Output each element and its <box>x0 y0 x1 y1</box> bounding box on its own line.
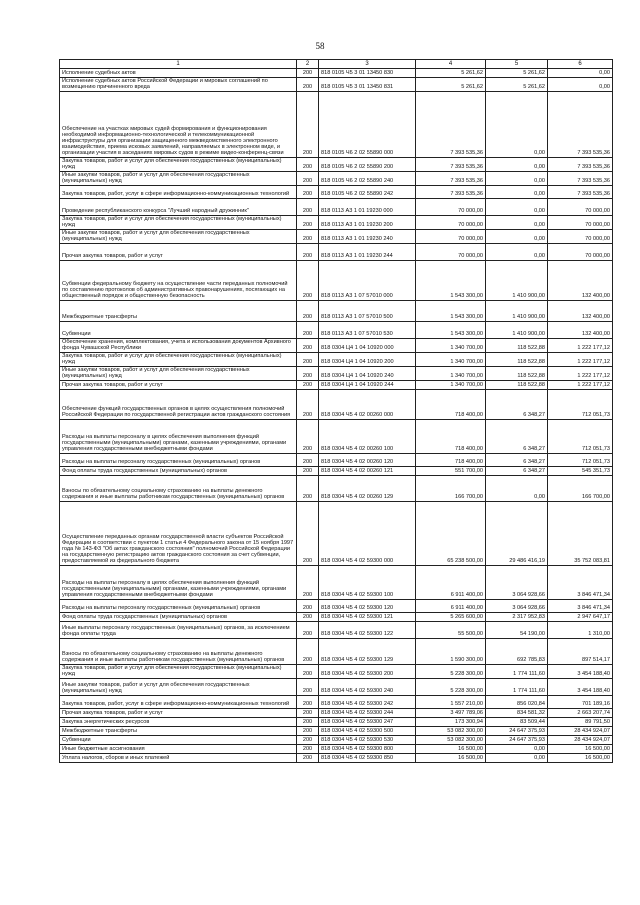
row-col2-cell: 200 <box>297 745 319 754</box>
table-row <box>60 158 613 172</box>
classification-code-cell: 818 0304 Ц4 1 04 10920 000 <box>319 339 416 353</box>
row-name-cell: Исполнение судебных актов Российской Федерации и мировых соглашений по возмещению причиненного вреда <box>60 78 297 92</box>
remaining-amount-cell: 89 791,50 <box>548 718 613 727</box>
budget-execution-table <box>59 59 613 763</box>
row-col2-cell: 200 <box>297 639 319 665</box>
executed-amount-cell: 1 410 900,00 <box>486 301 548 322</box>
executed-amount-cell: 5 261,62 <box>486 69 548 78</box>
row-name-cell: Иные выплаты персоналу государственных (муниципальных) органов, за исключением фонда оплаты труда <box>60 622 297 639</box>
row-col2-cell: 200 <box>297 467 319 476</box>
page-number: 58 <box>315 41 325 51</box>
remaining-amount-cell: 1 310,00 <box>548 622 613 639</box>
table-row <box>60 622 613 639</box>
remaining-amount-cell: 7 393 535,36 <box>548 186 613 199</box>
approved-amount-cell: 6 911 400,00 <box>416 600 486 613</box>
table-row <box>60 367 613 381</box>
classification-code-cell: 818 0304 Ч5 4 02 59300 247 <box>319 718 416 727</box>
approved-amount-cell: 551 700,00 <box>416 467 486 476</box>
classification-code-cell: 818 0105 Ч5 3 01 13450 830 <box>319 69 416 78</box>
approved-amount-cell: 173 300,94 <box>416 718 486 727</box>
row-name-cell: Закупка товаров, работ, услуг в сфере информационно-коммуникационных технологий <box>60 186 297 199</box>
table-row <box>60 566 613 600</box>
column-header: 3 <box>319 60 416 69</box>
remaining-amount-cell: 70 000,00 <box>548 230 613 244</box>
remaining-amount-cell: 7 393 535,36 <box>548 172 613 186</box>
approved-amount-cell: 70 000,00 <box>416 230 486 244</box>
table-row <box>60 454 613 467</box>
remaining-amount-cell: 132 400,00 <box>548 301 613 322</box>
table-row <box>60 665 613 679</box>
classification-code-cell: 818 0113 А3 1 07 57010 530 <box>319 322 416 339</box>
row-name-cell: Прочая закупка товаров, работ и услуг <box>60 381 297 390</box>
row-col2-cell: 200 <box>297 736 319 745</box>
classification-code-cell: 818 0304 Ч5 4 02 59300 244 <box>319 709 416 718</box>
table-row <box>60 381 613 390</box>
classification-code-cell: 818 0304 Ч5 4 02 59300 242 <box>319 696 416 709</box>
remaining-amount-cell: 70 000,00 <box>548 244 613 261</box>
remaining-amount-cell: 35 752 083,81 <box>548 502 613 566</box>
executed-amount-cell: 0,00 <box>486 230 548 244</box>
row-name-cell: Иные закупки товаров, работ и услуг для обеспечения государственных (муниципальных) нужд <box>60 172 297 186</box>
table-row <box>60 709 613 718</box>
row-name-cell: Закупка энергетических ресурсов <box>60 718 297 727</box>
row-col2-cell: 200 <box>297 390 319 420</box>
row-col2-cell: 200 <box>297 696 319 709</box>
row-col2-cell: 200 <box>297 502 319 566</box>
classification-code-cell: 818 0304 Ч5 4 02 59300 120 <box>319 600 416 613</box>
row-name-cell: Взносы по обязательному социальному страхованию на выплаты денежного содержания и иные выплаты работникам государственных (муниципальных) органов <box>60 639 297 665</box>
table-row <box>60 467 613 476</box>
row-col2-cell: 200 <box>297 78 319 92</box>
executed-amount-cell: 3 064 928,66 <box>486 600 548 613</box>
row-col2-cell: 200 <box>297 420 319 454</box>
approved-amount-cell: 5 228 300,00 <box>416 665 486 679</box>
approved-amount-cell: 5 261,62 <box>416 78 486 92</box>
row-name-cell: Расходы на выплаты персоналу государственных (муниципальных) органов <box>60 600 297 613</box>
row-name-cell: Закупка товаров, работ и услуг для обеспечения государственных (муниципальных) нужд <box>60 158 297 172</box>
executed-amount-cell: 1 410 900,00 <box>486 261 548 301</box>
remaining-amount-cell: 1 222 177,12 <box>548 353 613 367</box>
classification-code-cell: 818 0113 А3 1 01 19230 000 <box>319 199 416 216</box>
approved-amount-cell: 1 543 300,00 <box>416 261 486 301</box>
table-body <box>60 60 613 763</box>
approved-amount-cell: 718 400,00 <box>416 420 486 454</box>
executed-amount-cell: 24 647 375,93 <box>486 736 548 745</box>
classification-code-cell: 818 0304 Ч5 4 02 59300 500 <box>319 727 416 736</box>
row-col2-cell: 200 <box>297 92 319 158</box>
executed-amount-cell: 0,00 <box>486 186 548 199</box>
approved-amount-cell: 1 340 700,00 <box>416 339 486 353</box>
row-col2-cell: 200 <box>297 353 319 367</box>
row-col2-cell: 200 <box>297 322 319 339</box>
classification-code-cell: 818 0304 Ч5 4 02 00260 121 <box>319 467 416 476</box>
approved-amount-cell: 6 911 400,00 <box>416 566 486 600</box>
approved-amount-cell: 718 400,00 <box>416 454 486 467</box>
executed-amount-cell: 0,00 <box>486 172 548 186</box>
table-row <box>60 216 613 230</box>
executed-amount-cell: 118 522,88 <box>486 381 548 390</box>
row-col2-cell: 200 <box>297 261 319 301</box>
table-row <box>60 420 613 454</box>
approved-amount-cell: 70 000,00 <box>416 216 486 230</box>
executed-amount-cell: 834 581,32 <box>486 709 548 718</box>
table-row <box>60 679 613 696</box>
row-col2-cell: 200 <box>297 665 319 679</box>
executed-amount-cell: 856 020,84 <box>486 696 548 709</box>
classification-code-cell: 818 0304 Ч5 4 02 00260 129 <box>319 476 416 502</box>
approved-amount-cell: 7 393 535,36 <box>416 92 486 158</box>
row-col2-cell: 200 <box>297 622 319 639</box>
approved-amount-cell: 1 590 300,00 <box>416 639 486 665</box>
remaining-amount-cell: 3 846 471,34 <box>548 566 613 600</box>
executed-amount-cell: 1 774 111,60 <box>486 679 548 696</box>
executed-amount-cell: 6 348,27 <box>486 420 548 454</box>
row-col2-cell: 200 <box>297 679 319 696</box>
table-row <box>60 736 613 745</box>
classification-code-cell: 818 0113 А3 1 01 19230 200 <box>319 216 416 230</box>
row-name-cell: Фонд оплаты труда государственных (муниципальных) органов <box>60 467 297 476</box>
classification-code-cell: 818 0304 Ч5 4 02 59300 800 <box>319 745 416 754</box>
classification-code-cell: 818 0304 Ч5 4 02 00260 100 <box>319 420 416 454</box>
table-row <box>60 339 613 353</box>
remaining-amount-cell: 1 222 177,12 <box>548 381 613 390</box>
column-header: 6 <box>548 60 613 69</box>
row-name-cell: Уплата налогов, сборов и иных платежей <box>60 754 297 763</box>
row-col2-cell: 200 <box>297 69 319 78</box>
remaining-amount-cell: 16 500,00 <box>548 745 613 754</box>
remaining-amount-cell: 28 434 924,07 <box>548 727 613 736</box>
table-row <box>60 261 613 301</box>
remaining-amount-cell: 28 434 924,07 <box>548 736 613 745</box>
row-col2-cell: 200 <box>297 476 319 502</box>
classification-code-cell: 818 0304 Ц4 1 04 10920 244 <box>319 381 416 390</box>
table-row <box>60 78 613 92</box>
classification-code-cell: 818 0113 А3 1 07 57010 000 <box>319 261 416 301</box>
executed-amount-cell: 2 317 952,83 <box>486 613 548 622</box>
row-name-cell: Осуществление переданных органам государственной власти субъектов Российской Федерации в соответствии с пунктом 1 статьи 4 Федерального закона от 15 ноября 1997 года № 143-ФЗ "Об актах гражданского состояния" полномочий Российской Федерации на государственную регистрацию актов гражданского состояния за счет субвенции, предоставляемой из федерального бюджета <box>60 502 297 566</box>
executed-amount-cell: 118 522,88 <box>486 367 548 381</box>
executed-amount-cell: 24 647 375,93 <box>486 727 548 736</box>
table-row <box>60 230 613 244</box>
classification-code-cell: 818 0105 Ч6 2 02 55890 242 <box>319 186 416 199</box>
table-row <box>60 639 613 665</box>
classification-code-cell: 818 0105 Ч6 2 02 55890 240 <box>319 172 416 186</box>
executed-amount-cell: 0,00 <box>486 92 548 158</box>
remaining-amount-cell: 712 051,73 <box>548 390 613 420</box>
approved-amount-cell: 5 265 600,00 <box>416 613 486 622</box>
remaining-amount-cell: 701 189,16 <box>548 696 613 709</box>
remaining-amount-cell: 2 947 647,17 <box>548 613 613 622</box>
table-row <box>60 353 613 367</box>
executed-amount-cell: 0,00 <box>486 199 548 216</box>
executed-amount-cell: 54 190,00 <box>486 622 548 639</box>
table-row <box>60 69 613 78</box>
row-col2-cell: 200 <box>297 454 319 467</box>
row-col2-cell: 200 <box>297 709 319 718</box>
executed-amount-cell: 3 064 928,66 <box>486 566 548 600</box>
executed-amount-cell: 118 522,88 <box>486 353 548 367</box>
classification-code-cell: 818 0304 Ц4 1 04 10920 200 <box>319 353 416 367</box>
table-row <box>60 186 613 199</box>
classification-code-cell: 818 0105 Ч6 2 02 55890 000 <box>319 92 416 158</box>
row-col2-cell: 200 <box>297 230 319 244</box>
row-col2-cell: 200 <box>297 158 319 172</box>
approved-amount-cell: 65 238 500,00 <box>416 502 486 566</box>
row-col2-cell: 200 <box>297 754 319 763</box>
row-col2-cell: 200 <box>297 600 319 613</box>
approved-amount-cell: 53 082 300,00 <box>416 736 486 745</box>
executed-amount-cell: 83 509,44 <box>486 718 548 727</box>
remaining-amount-cell: 3 454 188,40 <box>548 665 613 679</box>
approved-amount-cell: 1 340 700,00 <box>416 367 486 381</box>
approved-amount-cell: 1 557 210,00 <box>416 696 486 709</box>
row-name-cell: Субвенции федеральному бюджету на осуществление части переданных полномочий по составлению протоколов об административных правонарушениях, посягающих на общественный порядок и общественную безопасность <box>60 261 297 301</box>
classification-code-cell: 818 0304 Ч5 4 02 59300 000 <box>319 502 416 566</box>
approved-amount-cell: 7 393 535,36 <box>416 186 486 199</box>
row-name-cell: Межбюджетные трансферты <box>60 727 297 736</box>
table-row <box>60 718 613 727</box>
remaining-amount-cell: 3 846 471,34 <box>548 600 613 613</box>
row-name-cell: Фонд оплаты труда государственных (муниципальных) органов <box>60 613 297 622</box>
approved-amount-cell: 166 700,00 <box>416 476 486 502</box>
executed-amount-cell: 1 774 111,60 <box>486 665 548 679</box>
table-row <box>60 696 613 709</box>
classification-code-cell: 818 0304 Ч5 4 02 00260 000 <box>319 390 416 420</box>
remaining-amount-cell: 1 222 177,12 <box>548 367 613 381</box>
approved-amount-cell: 55 500,00 <box>416 622 486 639</box>
row-name-cell: Расходы на выплаты персоналу государственных (муниципальных) органов <box>60 454 297 467</box>
remaining-amount-cell: 70 000,00 <box>548 216 613 230</box>
classification-code-cell: 818 0304 Ц4 1 04 10920 240 <box>319 367 416 381</box>
classification-code-cell: 818 0304 Ч5 4 02 59300 122 <box>319 622 416 639</box>
approved-amount-cell: 5 261,62 <box>416 69 486 78</box>
table-row <box>60 754 613 763</box>
approved-amount-cell: 16 500,00 <box>416 745 486 754</box>
row-name-cell: Расходы на выплаты персоналу в целях обеспечения выполнения функций государственными (муниципальными) органами, казенными учреждениями, органами управления государственными внебюджетными фондами <box>60 420 297 454</box>
row-name-cell: Иные закупки товаров, работ и услуг для обеспечения государственных (муниципальных) нужд <box>60 367 297 381</box>
table-row <box>60 322 613 339</box>
row-name-cell: Закупка товаров, работ, услуг в сфере информационно-коммуникационных технологий <box>60 696 297 709</box>
row-name-cell: Исполнение судебных актов <box>60 69 297 78</box>
executed-amount-cell: 0,00 <box>486 745 548 754</box>
column-header: 5 <box>486 60 548 69</box>
classification-code-cell: 818 0304 Ч5 4 02 59300 100 <box>319 566 416 600</box>
classification-code-cell: 818 0105 Ч5 3 01 13450 831 <box>319 78 416 92</box>
table-row <box>60 199 613 216</box>
row-name-cell: Иные бюджетные ассигнования <box>60 745 297 754</box>
row-name-cell: Закупка товаров, работ и услуг для обеспечения государственных (муниципальных) нужд <box>60 353 297 367</box>
executed-amount-cell: 692 785,83 <box>486 639 548 665</box>
table-row <box>60 613 613 622</box>
row-col2-cell: 200 <box>297 367 319 381</box>
remaining-amount-cell: 7 393 535,36 <box>548 158 613 172</box>
classification-code-cell: 818 0304 Ч5 4 02 59300 530 <box>319 736 416 745</box>
row-name-cell: Межбюджетные трансферты <box>60 301 297 322</box>
row-col2-cell: 200 <box>297 172 319 186</box>
approved-amount-cell: 5 228 300,00 <box>416 679 486 696</box>
row-col2-cell: 200 <box>297 381 319 390</box>
row-col2-cell: 200 <box>297 199 319 216</box>
row-col2-cell: 200 <box>297 301 319 322</box>
row-name-cell: Иные закупки товаров, работ и услуг для обеспечения государственных (муниципальных) нужд <box>60 679 297 696</box>
classification-code-cell: 818 0105 Ч6 2 02 55890 200 <box>319 158 416 172</box>
executed-amount-cell: 1 410 900,00 <box>486 322 548 339</box>
approved-amount-cell: 1 340 700,00 <box>416 381 486 390</box>
executed-amount-cell: 0,00 <box>486 754 548 763</box>
executed-amount-cell: 6 348,27 <box>486 467 548 476</box>
column-header: 2 <box>297 60 319 69</box>
table-row <box>60 600 613 613</box>
table-row <box>60 92 613 158</box>
executed-amount-cell: 0,00 <box>486 158 548 172</box>
row-col2-cell: 200 <box>297 727 319 736</box>
executed-amount-cell: 118 522,88 <box>486 339 548 353</box>
approved-amount-cell: 1 543 300,00 <box>416 301 486 322</box>
row-col2-cell: 200 <box>297 216 319 230</box>
remaining-amount-cell: 712 051,73 <box>548 454 613 467</box>
executed-amount-cell: 29 486 416,19 <box>486 502 548 566</box>
row-name-cell: Обеспечение хранения, комплектования, учета и использования документов Архивного фонда Чувашской Республики <box>60 339 297 353</box>
row-name-cell: Прочая закупка товаров, работ и услуг <box>60 709 297 718</box>
table-row <box>60 502 613 566</box>
approved-amount-cell: 1 340 700,00 <box>416 353 486 367</box>
row-name-cell: Обеспечение функций государственных органов в целях осуществления полномочий Российской Федерации по государственной регистрации актов гражданского состояния <box>60 390 297 420</box>
remaining-amount-cell: 3 454 188,40 <box>548 679 613 696</box>
column-header: 1 <box>60 60 297 69</box>
row-name-cell: Закупка товаров, работ и услуг для обеспечения государственных (муниципальных) нужд <box>60 665 297 679</box>
row-col2-cell: 200 <box>297 186 319 199</box>
remaining-amount-cell: 1 222 177,12 <box>548 339 613 353</box>
row-name-cell: Проведение республиканского конкурса "Лучший народный дружинник" <box>60 199 297 216</box>
classification-code-cell: 818 0113 А3 1 01 19230 240 <box>319 230 416 244</box>
table-row <box>60 745 613 754</box>
remaining-amount-cell: 7 393 535,36 <box>548 92 613 158</box>
table-row <box>60 390 613 420</box>
remaining-amount-cell: 132 400,00 <box>548 261 613 301</box>
executed-amount-cell: 6 348,27 <box>486 454 548 467</box>
table-row <box>60 476 613 502</box>
row-name-cell: Прочая закупка товаров, работ и услуг <box>60 244 297 261</box>
approved-amount-cell: 7 393 535,36 <box>416 172 486 186</box>
executed-amount-cell: 0,00 <box>486 216 548 230</box>
approved-amount-cell: 1 543 300,00 <box>416 322 486 339</box>
row-name-cell: Иные закупки товаров, работ и услуг для обеспечения государственных (муниципальных) нужд <box>60 230 297 244</box>
row-name-cell: Субвенции <box>60 736 297 745</box>
remaining-amount-cell: 166 700,00 <box>548 476 613 502</box>
remaining-amount-cell: 70 000,00 <box>548 199 613 216</box>
table-header-row <box>60 60 613 69</box>
approved-amount-cell: 70 000,00 <box>416 244 486 261</box>
row-name-cell: Расходы на выплаты персоналу в целях обеспечения выполнения функций государственными (муниципальными) органами, казенными учреждениями, органами управления государственными внебюджетными фондами <box>60 566 297 600</box>
row-col2-cell: 200 <box>297 566 319 600</box>
table-row <box>60 172 613 186</box>
row-col2-cell: 200 <box>297 339 319 353</box>
classification-code-cell: 818 0304 Ч5 4 02 59300 121 <box>319 613 416 622</box>
classification-code-cell: 818 0304 Ч5 4 02 59300 850 <box>319 754 416 763</box>
table-row <box>60 727 613 736</box>
classification-code-cell: 818 0304 Ч5 4 02 00260 120 <box>319 454 416 467</box>
remaining-amount-cell: 712 051,73 <box>548 420 613 454</box>
classification-code-cell: 818 0304 Ч5 4 02 59300 129 <box>319 639 416 665</box>
classification-code-cell: 818 0113 А3 1 07 57010 500 <box>319 301 416 322</box>
row-name-cell: Закупка товаров, работ и услуг для обеспечения государственных (муниципальных) нужд <box>60 216 297 230</box>
approved-amount-cell: 16 500,00 <box>416 754 486 763</box>
remaining-amount-cell: 545 351,73 <box>548 467 613 476</box>
executed-amount-cell: 6 348,27 <box>486 390 548 420</box>
row-name-cell: Обеспечение на участках мировых судей формирования и функционирования необходимой информационно-технологической и телекоммуникационной инфраструктуры для организации защищенного межведомственного электронного взаимодействия, приема исковых заявлений, направляемых в электронном виде, и организации участия в заседаниях мировых судов в режиме видео-конференц-связи <box>60 92 297 158</box>
row-col2-cell: 200 <box>297 244 319 261</box>
executed-amount-cell: 5 261,62 <box>486 78 548 92</box>
approved-amount-cell: 53 082 300,00 <box>416 727 486 736</box>
row-name-cell: Субвенции <box>60 322 297 339</box>
classification-code-cell: 818 0113 А3 1 01 19230 244 <box>319 244 416 261</box>
remaining-amount-cell: 132 400,00 <box>548 322 613 339</box>
approved-amount-cell: 7 393 535,36 <box>416 158 486 172</box>
remaining-amount-cell: 897 514,17 <box>548 639 613 665</box>
approved-amount-cell: 70 000,00 <box>416 199 486 216</box>
row-name-cell: Взносы по обязательному социальному страхованию на выплаты денежного содержания и иные выплаты работникам государственных (муниципальных) органов <box>60 476 297 502</box>
classification-code-cell: 818 0304 Ч5 4 02 59300 240 <box>319 679 416 696</box>
classification-code-cell: 818 0304 Ч5 4 02 59300 200 <box>319 665 416 679</box>
remaining-amount-cell: 0,00 <box>548 69 613 78</box>
remaining-amount-cell: 16 500,00 <box>548 754 613 763</box>
remaining-amount-cell: 2 663 207,74 <box>548 709 613 718</box>
table-row <box>60 301 613 322</box>
table-row <box>60 244 613 261</box>
approved-amount-cell: 718 400,00 <box>416 390 486 420</box>
column-header: 4 <box>416 60 486 69</box>
remaining-amount-cell: 0,00 <box>548 78 613 92</box>
approved-amount-cell: 3 497 789,06 <box>416 709 486 718</box>
row-col2-cell: 200 <box>297 613 319 622</box>
executed-amount-cell: 0,00 <box>486 244 548 261</box>
executed-amount-cell: 0,00 <box>486 476 548 502</box>
row-col2-cell: 200 <box>297 718 319 727</box>
